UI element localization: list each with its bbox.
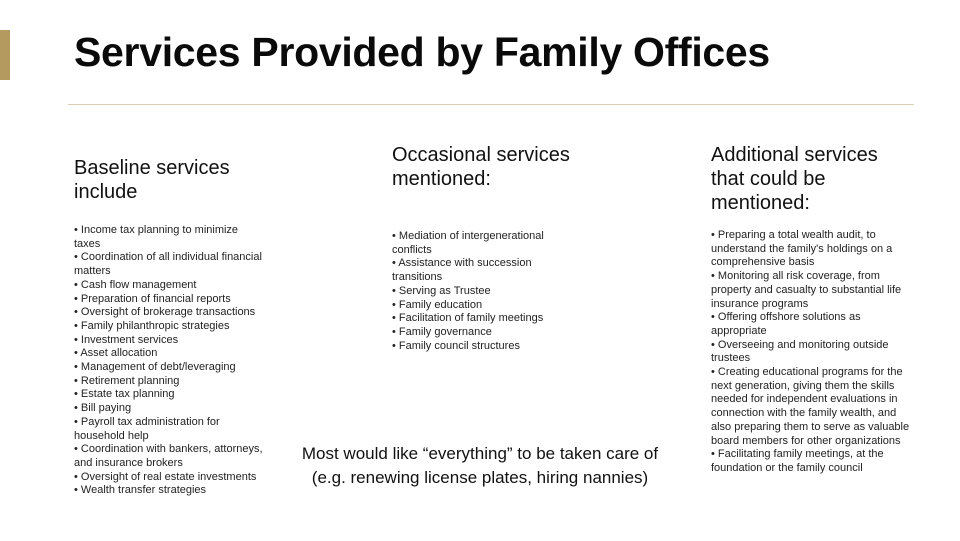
list-item: • Overseeing and monitoring outside trustees [711,339,911,366]
list-item: • Facilitating family meetings, at the foundation or the family council [711,448,911,475]
heading-line: mentioned: [711,192,810,214]
list-item: • Preparing a total wealth audit, to understand the family's holdings on a comprehensive basis [711,229,911,270]
callout-line: (e.g. renewing license plates, hiring nannies) [311,468,649,487]
list-item: • Facilitation of family meetings [392,312,582,326]
list-item: • Oversight of real estate investments [74,471,264,485]
list-item: • Wealth transfer strategies [74,484,264,498]
list-item: • Cash flow management [74,279,264,293]
list-item: • Preparation of financial reports [74,293,264,307]
list-item: • Assistance with succession transitions [392,257,582,284]
list-item: • Income tax planning to minimize taxes [74,224,264,251]
occasional-services-column [392,143,582,353]
additional-services-list [711,229,911,476]
additional-services-heading [711,143,911,215]
additional-services-column [711,143,911,476]
title-accent-bar [0,30,10,80]
list-item: • Management of debt/leveraging [74,361,264,375]
baseline-services-column [74,156,264,498]
heading-line: Occasional services [392,144,570,166]
list-item: • Oversight of brokerage transactions [74,306,264,320]
list-item: • Payroll tax administration for household help [74,416,264,443]
list-item: • Monitoring all risk coverage, from property and casualty to substantial life insurance programs [711,270,911,311]
everything-callout [268,442,692,490]
title-divider [68,104,914,105]
list-item: • Asset allocation [74,347,264,361]
occasional-services-list [392,230,582,353]
heading-line: that could be [711,168,826,190]
heading-line: Additional services [711,144,878,166]
list-item: • Offering offshore solutions as appropriate [711,311,911,338]
baseline-services-list [74,224,264,498]
list-item: • Family education [392,299,582,313]
list-item: • Family philanthropic strategies [74,320,264,334]
baseline-services-heading [74,156,264,204]
list-item: • Investment services [74,334,264,348]
list-item: • Retirement planning [74,375,264,389]
list-item: • Mediation of intergenerational conflicts [392,230,582,257]
occasional-services-heading [392,143,582,191]
list-item: • Serving as Trustee [392,285,582,299]
callout-line: Most would like “everything” to be taken care of [301,444,659,463]
list-item: • Coordination of all individual financial matters [74,251,264,278]
slide-title: Services Provided by Family Offices [74,29,770,75]
heading-line: Baseline services [74,157,230,179]
heading-line: include [74,181,138,203]
list-item: • Family governance [392,326,582,340]
list-item: • Estate tax planning [74,388,264,402]
list-item: • Coordination with bankers, attorneys, and insurance brokers [74,443,264,470]
list-item: • Bill paying [74,402,264,416]
list-item: • Creating educational programs for the next generation, giving them the skills needed for independent evaluations in connection with the family wealth, and also preparing them to serve as valuable board members for other organizations [711,366,911,448]
list-item: • Family council structures [392,340,582,354]
heading-line: mentioned: [392,168,491,190]
